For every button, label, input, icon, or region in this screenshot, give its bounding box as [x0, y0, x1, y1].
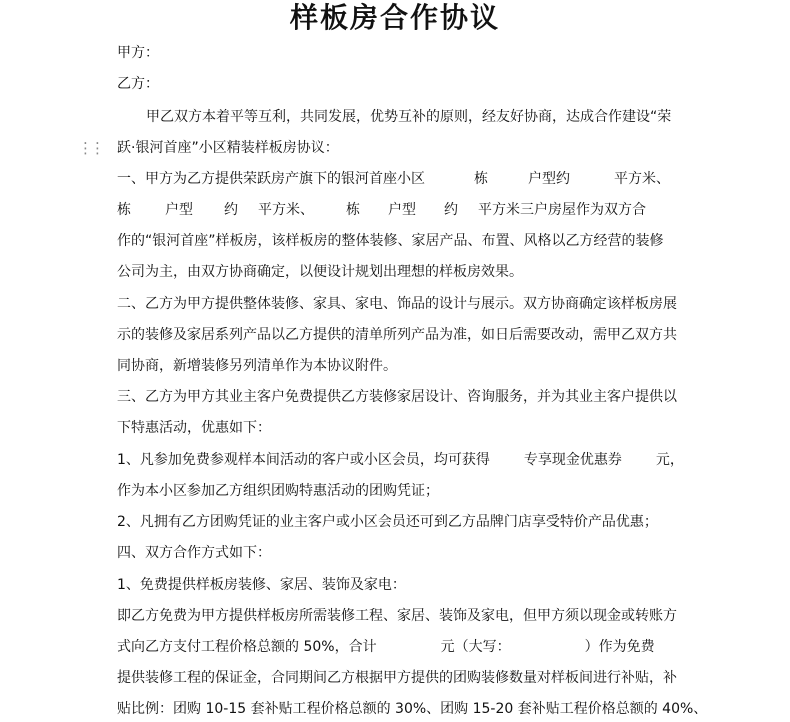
item-text: 1、凡参加免费参观样本间活动的客户或小区会员，均可获得 — [117, 452, 490, 468]
item-text: 元， — [655, 452, 684, 468]
section-1-text: 户型约 — [528, 171, 570, 187]
section-2-line-3: 同协商，新增装修另列清单作为本协议附件。 — [117, 358, 397, 374]
section-1-text: 户型 — [388, 202, 416, 218]
section-1-text: 栋 — [346, 202, 360, 218]
drag-handle-icon[interactable]: ⋮⋮ — [78, 139, 102, 157]
intro-line-2: 跃·银河首座”小区精装样板房协议： — [117, 140, 339, 156]
section-1-text: 栋 — [474, 171, 488, 187]
section-3-item-2: 2、凡拥有乙方团购凭证的业主客户或小区会员还可到乙方品牌门店享受特价产品优惠； — [117, 514, 658, 530]
section-1-text: 平方米三户房屋作为双方合 — [478, 202, 646, 218]
party-b-line: 乙方： — [117, 76, 159, 92]
section-4-item-1: 1、免费提供样板房装修、家居、装饰及家电： — [117, 577, 406, 593]
section-1-text: 约 — [224, 202, 238, 218]
section-3-item-1-line-1 — [117, 450, 684, 470]
section-1-line-1 — [117, 169, 677, 189]
section-2-line-2: 示的装修及家居系列产品以乙方提供的清单所列产品为准，如日后需要改动，需甲乙双方共 — [117, 327, 677, 343]
paragraph-text: 式向乙方支付工程价格总额的 50%，合计 — [117, 639, 377, 655]
section-4-heading: 四、双方合作方式如下： — [117, 545, 271, 561]
section-3-line-2: 下特惠活动，优惠如下： — [117, 420, 271, 436]
section-3-item-1-line-2: 作为本小区参加乙方组织团购特惠活动的团购凭证； — [117, 483, 439, 499]
section-1-text: 栋 — [117, 202, 131, 218]
paragraph-line-2 — [117, 637, 677, 657]
paragraph-line-1: 即乙方免费为甲方提供样板房所需装修工程、家居、装饰及家电，但甲方须以现金或转账方 — [117, 608, 677, 624]
paragraph-text: ）作为免费 — [584, 639, 655, 655]
section-1-line-4: 公司为主，由双方协商确定，以便设计规划出理想的样板房效果。 — [117, 264, 523, 280]
section-1-text: 平方米、 — [258, 202, 314, 218]
section-1-line-3: 作的“银河首座”样板房，该样板房的整体装修、家居产品、布置、风格以乙方经营的装修 — [117, 233, 664, 249]
section-1-text: 户型 — [165, 202, 193, 218]
section-1-line-2 — [117, 200, 677, 220]
section-1-text: 一、甲方为乙方提供荣跃房产旗下的银河首座小区 — [117, 171, 425, 187]
section-1-text: 平方米、 — [614, 171, 670, 187]
intro-line-1: 甲乙双方本着平等互利，共同发展，优势互补的原则，经友好协商，达成合作建设“荣 — [146, 109, 672, 125]
section-1-text: 约 — [444, 202, 458, 218]
paragraph-text: 元（大写： — [440, 639, 511, 655]
section-2-line-1: 二、乙方为甲方提供整体装修、家具、家电、饰品的设计与展示。双方协商确定该样板房展 — [117, 296, 677, 312]
page-title: 样板房合作协议 — [289, 1, 500, 34]
paragraph-line-3: 提供装修工程的保证金，合同期间乙方根据甲方提供的团购装修数量对样板间进行补贴，补 — [117, 670, 677, 686]
item-text: 专享现金优惠券 — [523, 452, 622, 468]
paragraph-line-4: 贴比例：团购 10-15 套补贴工程价格总额的 30%、团购 15-20 套补贴工程价格总额的 40%、 — [117, 701, 708, 717]
party-a-line: 甲方： — [117, 45, 159, 61]
section-3-line-1: 三、乙方为甲方其业主客户免费提供乙方装修家居设计、咨询服务，并为其业主客户提供以 — [117, 389, 677, 405]
